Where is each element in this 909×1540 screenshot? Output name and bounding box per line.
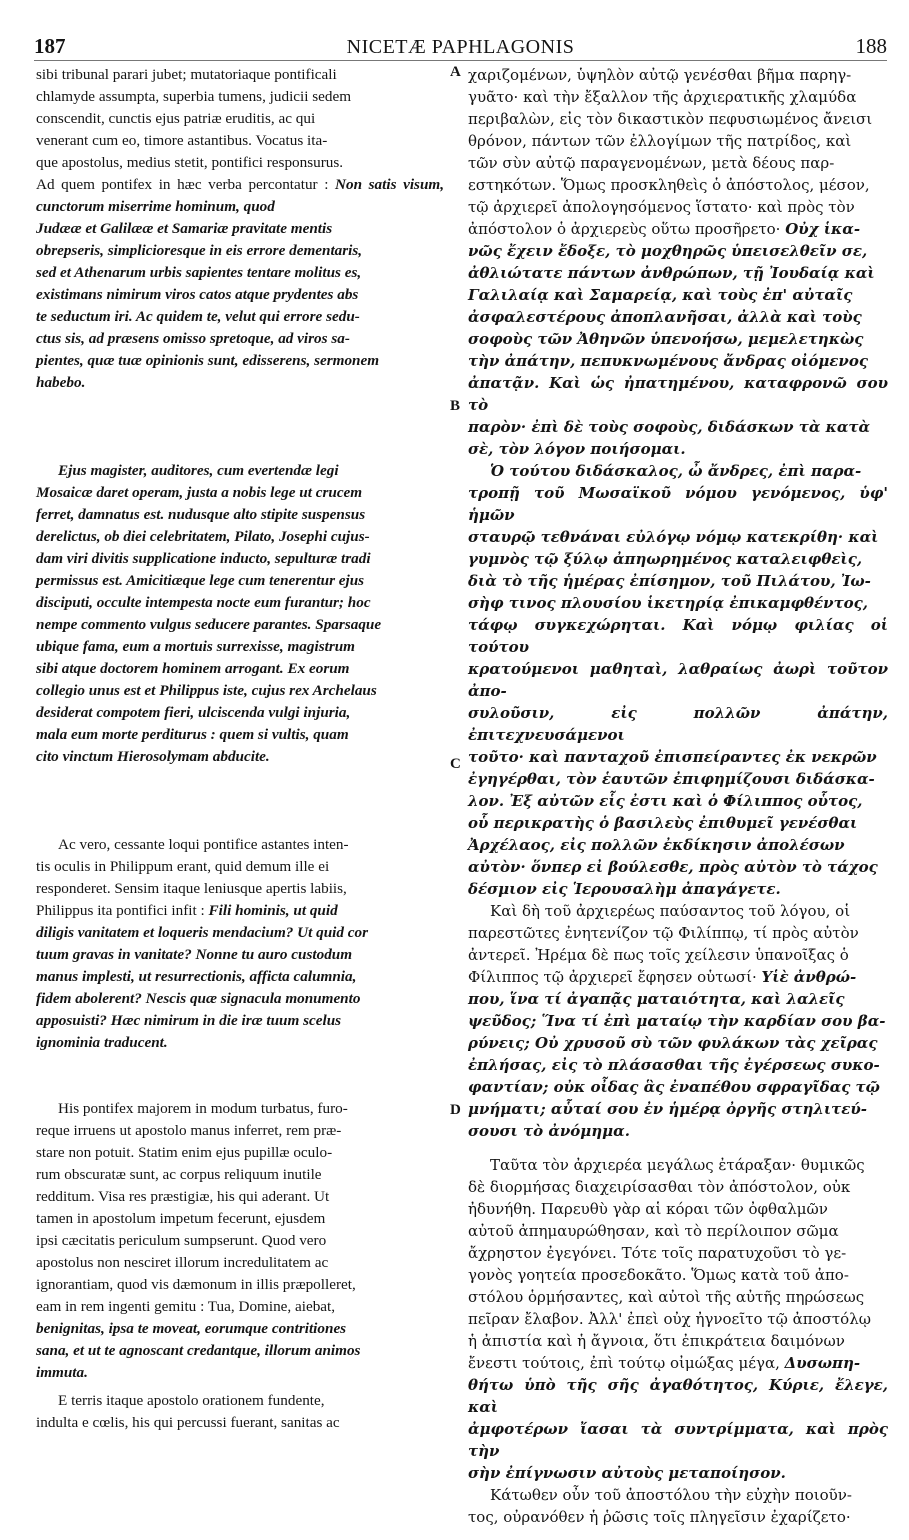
text-line-italic: sana, et ut te agnoscant credantque, illorum animos [36, 1342, 361, 1359]
text-line: chlamyde assumpta, superbia tumens, judicii sedem [36, 88, 352, 105]
margin-marker-a: A [450, 64, 461, 80]
text-line: Ac vero, cessante loqui pontifice astantes inten- [58, 836, 349, 853]
text-line: redditum. Visa res præstigiæ, his qui aderant. Ut [36, 1188, 330, 1205]
text-line-italic: φαντίαν; οὐκ οἶδας ἃς ἐναπέθου σφραγῖδας τῷ [468, 1078, 880, 1096]
latin-column [36, 64, 444, 1434]
latin-paragraph-3 [36, 834, 444, 1054]
text-line-italic: Οὐχ ἱκα- [785, 220, 861, 238]
text-line-italic: που, ἵνα τί ἀγαπᾷς ματαιότητα, καὶ λαλεῖς [468, 990, 845, 1008]
text-line: ἀπόστολον ὁ ἀρχιερεὺς οὕτω προσῆρετο· [468, 220, 781, 238]
text-line-italic: Ἀρχέλαος, εἰς πολλῶν ἐκδίκησιν ἀπολέσων [468, 836, 845, 854]
text-line-italic: fidem abolerent? Nescis quæ signacula monumento [36, 990, 361, 1007]
text-line-italic: ρύνεις; Οὐ χρυσοῦ σὺ τῶν φυλάκων τὰς χεῖρας [468, 1034, 878, 1052]
text-line: His pontifex majorem in modum turbatus, furo- [58, 1100, 348, 1117]
text-line: εστηκότων. Ὅμως προσκληθεὶς ὁ ἀπόστολος, μέσον, [468, 176, 870, 194]
text-line-italic: ἐγηγέρθαι, τὸν ἑαυτῶν ἐπιφημίζουσι διδάσκα- [468, 770, 875, 788]
text-line-italic: diligis vanitatem et loqueris mendacium? Ut quid cor [36, 924, 369, 941]
text-line-italic: Δυσωπη- [784, 1354, 861, 1372]
text-line: τῶν σὺν αὐτῷ παραγενομένων, μετὰ δέους παρ- [468, 154, 835, 172]
text-line-italic: δέσμιον εἰς Ἱερουσαλὴμ ἀπαγάγετε. [468, 880, 781, 898]
text-line-italic: σταυρῷ τεθνάναι εὐλόγῳ νόμῳ κατεκρίθη· καὶ [468, 528, 879, 546]
text-line-italic: Ὁ τούτου διδάσκαλος, ὦ ἄνδρες, ἐπὶ παρα- [490, 462, 862, 480]
text-line: αὐτοῦ ἀπημαυρώθησαν, καὶ τὸ περίλοιπον σῶμα [468, 1222, 839, 1240]
text-line-italic: μνήματι; αὗταί σου ἐν ἡμέρᾳ ὀργῆς στηλιτεύ- [468, 1100, 868, 1118]
text-line: eam in rem ingenti gemitu : Tua, Domine, aiebat, [36, 1298, 336, 1315]
running-title: NICETÆ PAPHLAGONIS [346, 36, 575, 58]
text-line: περιβαλὼν, εἰς τὸν δικαστικὸν πεφυσιωμένος ἄνεισι [468, 110, 873, 128]
latin-paragraph-2 [36, 460, 444, 768]
latin-paragraph-4 [36, 1098, 444, 1384]
greek-paragraph-4 [468, 1154, 888, 1484]
text-line-italic: ἐπλήσας, εἰς τὸ πλάσασθαι τῆς ἐγέρσεως συκο- [468, 1056, 880, 1074]
text-line: ignorantiam, quod vis dæmonum in illis præpolleret, [36, 1276, 356, 1293]
text-line-italic: γυμνὸς τῷ ξύλῳ ἀπηωρημένος καταλειφθεὶς, [468, 550, 863, 568]
text-line-italic: σουσι τὸ ἀνόμημα. [468, 1122, 630, 1140]
text-line: τῷ ἀρχιερεῖ ἀπολογησόμενος ἵστατο· καὶ πρὸς τὸν [468, 198, 855, 216]
text-line-italic: Mosaicæ daret operam, justa a nobis lege ut crucem [36, 484, 363, 501]
text-line: χαριζομένων, ὑψηλὸν αὐτῷ γενέσθαι βῆμα παρηγ- [468, 66, 852, 84]
text-line-italic: νῶς ἔχειν ἔδοξε, τὸ μοχθηρῶς ὑπεισελθεῖν σε, [468, 242, 868, 260]
text-line-italic: benignitas, ipsa te moveat, eorumque contritiones [36, 1320, 347, 1337]
margin-marker-b: B [450, 398, 461, 414]
text-line-italic: ferret, damnatus est. nudusque alto stipite suspensus [36, 506, 366, 523]
greek-paragraph-5 [468, 1484, 888, 1528]
text-line-italic: ctus sis, ad præsens omisso spretoque, ad viros sa- [36, 330, 350, 347]
text-line-italic: θήτω ὑπὸ τῆς σῆς ἀγαθότητος, Κύριε, ἔλεγε, καὶ [468, 1376, 888, 1416]
page-number-left: 187 [34, 34, 66, 58]
text-line-italic: manus implesti, ut resurrectionis, afficta calumnia, [36, 968, 357, 985]
text-line-italic: ἀπατᾷν. Καὶ ὡς ἠπατημένου, καταφρονῶ σου τὸ [468, 374, 888, 414]
text-line-italic: σὴν ἐπίγνωσιν αὐτοὺς μεταποίησον. [468, 1464, 786, 1482]
text-line: παρεστῶτες ἐνητενίζον τῷ Φιλίππῳ, τί πρὸς αὐτὸν [468, 924, 859, 942]
text-line-italic: ἀμφοτέρων ἴασαι τὰ συντρίμματα, καὶ πρὸς τὴν [468, 1420, 888, 1460]
greek-column [468, 64, 888, 1528]
text-line-italic: διὰ τὸ τῆς ἡμέρας ἐπίσημον, τοῦ Πιλάτου, Ἰω- [468, 572, 871, 590]
text-line-italic: ignominia traducent. [36, 1034, 168, 1051]
text-line-italic: αὐτὸν· ὅνπερ εἰ βούλεσθε, πρὸς αὐτὸν τὸ τάχος [468, 858, 878, 876]
text-line-italic: τοῦτο· καὶ πανταχοῦ ἐπισπείραντες ἐκ νεκρῶν [468, 748, 877, 766]
text-line-italic: Fili hominis, ut quid [208, 902, 338, 919]
text-line-italic: existimans nimirum viros catos atque prydentes abs [36, 286, 359, 303]
text-line-italic: cito vinctum Hierosolymam abducite. [36, 748, 270, 765]
text-line-italic: dam viri divitis supplicatione inducto, sepulturæ tradi [36, 550, 371, 567]
text-line: sibi tribunal parari jubet; mutatoriaque pontificali [36, 66, 337, 83]
text-line-italic: τάφῳ συγκεχώρηται. Καὶ νόμῳ φιλίας οἱ τούτου [468, 616, 888, 656]
text-line-italic: disciputi, occulte intempesta nocte eum furantur; hoc [36, 594, 371, 611]
text-line: stare non potuit. Statim enim ejus pupillæ oculo- [36, 1144, 333, 1161]
text-line-italic: derelictus, ob diei celebritatem, Pilato, Josephi cujus- [36, 528, 370, 545]
text-line: πεῖραν ἔλαβον. Ἀλλ' ἐπεὶ οὐχ ἠγνοεῖτο τῷ ἀποστόλῳ [468, 1310, 871, 1328]
text-line: Φίλιππος τῷ ἀρχιερεῖ ἔφησεν οὑτωσί· [468, 968, 757, 986]
text-line-italic: pientes, quæ tuæ opinionis sunt, edisserens, sermonem [36, 352, 380, 369]
text-line: ἀντερεῖ. Ἠρέμα δὲ πως τοῖς χείλεσιν ὑπανοῖξας ὁ [468, 946, 849, 964]
text-line: reque irruens ut apostolo manus inferret, rem præ- [36, 1122, 342, 1139]
text-line: tis oculis in Philippum erant, quid demum ille ei [36, 858, 330, 875]
text-line-italic: σὲ, τὸν λόγον ποιήσομαι. [468, 440, 686, 458]
text-line-italic: immuta. [36, 1364, 88, 1381]
text-line: τος, οὐρανόθεν ἡ ῥῶσις τοῖς πληγεῖσιν ἐχαρίζετο· [468, 1508, 851, 1526]
text-line: E terris itaque apostolo orationem fundente, [58, 1392, 325, 1409]
text-line: Καὶ δὴ τοῦ ἀρχιερέως παύσαντος τοῦ λόγου, οἱ [490, 902, 851, 920]
text-line-italic: collegio unus est et Philippus iste, cujus rex Archelaus [36, 682, 377, 699]
text-line: apostolus non nesciret illorum incredulitatem ac [36, 1254, 329, 1271]
text-line: Ad quem pontifex in hæc verba percontatur : [36, 176, 329, 193]
text-line-italic: ubique fama, eum a mortuis surrexisse, magistrum [36, 638, 355, 655]
text-line-italic: Υἱὲ ἀνθρώ- [761, 968, 857, 986]
text-line-italic: σὴφ τινος πλουσίου ἱκετηρίᾳ ἐπικαμφθέντος, [468, 594, 869, 612]
text-line-italic: παρὸν· ἐπὶ δὲ τοὺς σοφοὺς, διδάσκων τὰ κατὰ [468, 418, 871, 436]
text-line-italic: te seductum iri. Ac quidem te, velut qui errore sedu- [36, 308, 360, 325]
latin-paragraph-5 [36, 1390, 444, 1434]
text-line-italic: τὴν ἀπάτην, πεπυκνωμένους ἄνδρας οἰόμενος [468, 352, 868, 370]
text-line: στόλου ὁρμήσαντες, καὶ αὐτοὶ τῆς αὐτῆς πηρώσεως [468, 1288, 865, 1306]
greek-paragraph-2 [468, 460, 888, 900]
text-line: δὲ διορμήσας διαχειρίσασθαι τὸν ἀπόστολον, οὐκ [468, 1178, 851, 1196]
text-line: Philippus ita pontifici infit : [36, 902, 205, 919]
text-line: indulta e cœlis, his qui percussi fuerant, sanitas ac [36, 1414, 340, 1431]
text-line-italic: σοφοὺς τῶν Ἀθηνῶν ὑπενοήσω, μεμελετηκὼς [468, 330, 864, 348]
text-line-italic: obrepseris, simplicioresque in eis errore dementaris, [36, 242, 363, 259]
text-line: γυᾶτο· καὶ τὴν ἔξαλλον τῆς ἀρχιερατικῆς χλαμύδα [468, 88, 857, 106]
page-header [34, 34, 887, 61]
text-line: Κάτωθεν οὖν τοῦ ἀποστόλου τὴν εὐχὴν ποιοῦν- [490, 1486, 852, 1504]
text-line-italic: Non satis visum, cunctorum miserrime hominum, quod [36, 176, 445, 215]
text-line: tamen in apostolum impetum fecerunt, ejusdem [36, 1210, 326, 1227]
page-number-right: 188 [855, 34, 887, 58]
text-line-italic: Ejus magister, auditores, cum evertendæ legi [58, 462, 339, 479]
text-line-italic: οὗ περικρατὴς ὁ βασιλεὺς ἐπιθυμεῖ γενέσθαι [468, 814, 858, 832]
text-line-italic: sed et Athenarum urbis sapientes tentare molitus es, [36, 264, 362, 281]
text-line-italic: mala eum morte perditurus : quem si vultis, quam [36, 726, 349, 743]
text-line-italic: τροπῇ τοῦ Μωσαϊκοῦ νόμου γενόμενος, ὑφ' ἡμῶν [468, 484, 888, 524]
text-line-italic: ἀσφαλεστέρους ἀποπλανῆσαι, ἀλλὰ καὶ τοὺς [468, 308, 862, 326]
text-line: Ταῦτα τὸν ἀρχιερέα μεγάλως ἐτάραξαν· θυμικῶς [490, 1156, 865, 1174]
text-line-italic: λον. Ἐξ αὐτῶν εἷς ἐστι καὶ ὁ Φίλιππος οὗτος, [468, 792, 863, 810]
text-line: γονὸς γοητεία προσεδοκᾶτο. Ὅμως κατὰ τοῦ ἀπο- [468, 1266, 849, 1284]
text-line-italic: nempe commento vulgus seducere parantes. Sparsaque [36, 616, 382, 633]
text-line-italic: permissus est. Amicitiæque lege cum tenerentur ejus [36, 572, 365, 589]
text-line-italic: συλοῦσιν, εἰς πολλῶν ἀπάτην, ἐπιτεχνευσάμενοι [468, 704, 888, 744]
margin-marker-c: C [450, 756, 461, 772]
text-line: ipsi cæcitatis periculum sumpserunt. Quod vero [36, 1232, 327, 1249]
text-line-italic: habebo. [36, 374, 86, 391]
text-line-italic: Judææ et Galilææ et Samariæ pravitate mentis [36, 220, 333, 237]
text-line-italic: sibi atque doctorem hominem arrogant. Ex eorum [36, 660, 350, 677]
text-line-italic: ἀθλιώτατε πάντων ἀνθρώπων, τῇ Ἰουδαίᾳ καὶ [468, 264, 875, 282]
text-line-italic: ψεῦδος; Ἵνα τί ἐπὶ ματαίῳ τὴν καρδίαν σου βα- [468, 1012, 886, 1030]
margin-marker-d: D [450, 1102, 461, 1118]
text-line-italic: Γαλιλαίᾳ καὶ Σαμαρείᾳ, καὶ τοὺς ἐπ' αὐταῖς [468, 286, 853, 304]
text-line: θρόνον, πάντων τῶν ἐλλογίμων τῆς πατρίδος, καὶ [468, 132, 852, 150]
text-line: ἠδυνήθη. Παρευθὺ γὰρ αἱ κόραι τῶν ὀφθαλμῶν [468, 1200, 828, 1218]
greek-paragraph-3 [468, 900, 888, 1142]
text-line: ἔνεστι τούτοις, ἐπὶ τούτῳ οἰμώξας μέγα, [468, 1354, 780, 1372]
greek-paragraph-1 [468, 64, 888, 460]
text-line-italic: desiderat compotem fieri, ulciscenda vulgi injuria, [36, 704, 351, 721]
text-line-italic: κρατούμενοι μαθηταὶ, λαθραίως ἀωρὶ τοῦτον ἀπο- [468, 660, 888, 700]
text-line: conscendit, cunctis ejus patriæ eruditis, ac qui [36, 110, 316, 127]
text-line-italic: apposuisti? Hæc nimirum in die iræ tuum scelus [36, 1012, 342, 1029]
text-line: ἄχρηστον ἐγεγόνει. Τότε τοῖς παρατυχοῦσι τὸ γε- [468, 1244, 847, 1262]
text-line: rum obscuratæ sunt, ac corpus reliquum inutile [36, 1166, 322, 1183]
text-line: venerant cum eo, timore astantibus. Vocatus ita- [36, 132, 328, 149]
text-line-italic: tuum gravas in vanitate? Nonne tu auro custodum [36, 946, 353, 963]
latin-paragraph-1 [36, 64, 444, 394]
text-line: que apostolus, medius stetit, pontifici responsurus. [36, 154, 344, 171]
text-line: responderet. Sensim itaque leniusque apertis labiis, [36, 880, 347, 897]
text-line: ἡ ἀπιστία καὶ ἡ ἄγνοια, ὅτι ἐπικράτεια δαιμόνων [468, 1332, 845, 1350]
